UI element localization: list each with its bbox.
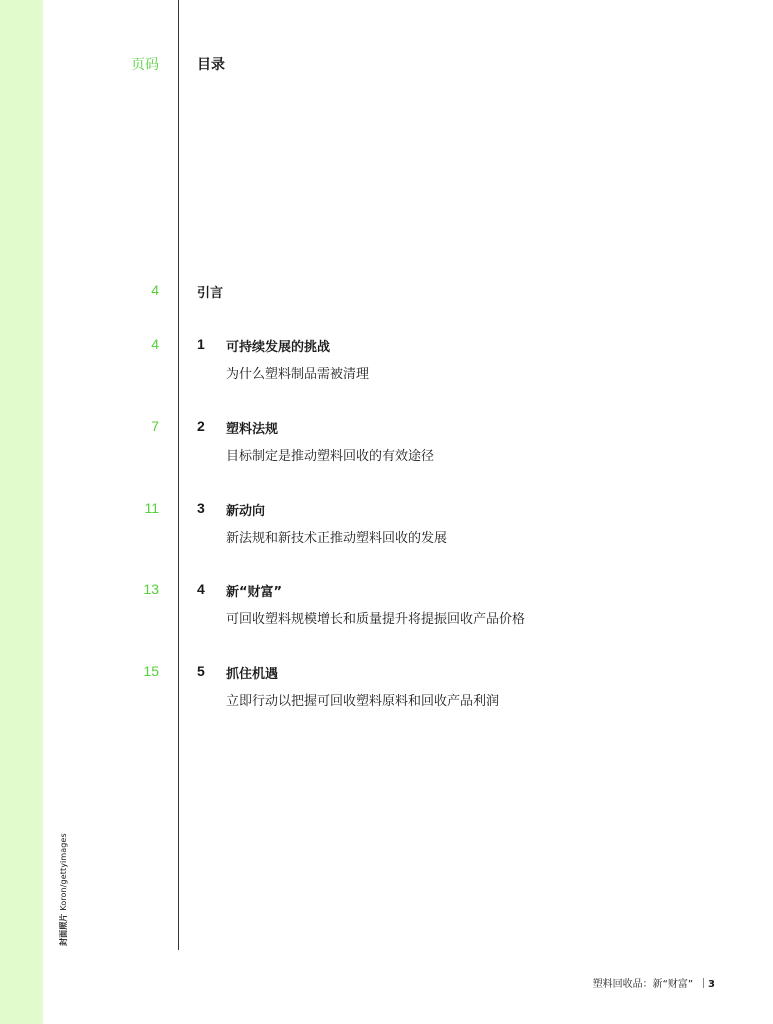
footer-title: 塑料回收品：新“财富” <box>592 979 694 990</box>
section-2-title[interactable]: 塑料法规 <box>226 422 279 437</box>
section-3-page-number[interactable]: 11 <box>144 500 159 516</box>
section-5-number: 5 <box>197 663 205 679</box>
footer-page-number: 3 <box>708 979 715 990</box>
section-1-title[interactable]: 可持续发展的挑战 <box>226 340 331 355</box>
section-5-title[interactable]: 抓住机遇 <box>226 667 279 682</box>
section-2-subtitle: 目标制定是推动塑料回收的有效途径 <box>226 449 435 464</box>
section-2-page-number[interactable]: 7 <box>151 418 159 434</box>
section-4-number: 4 <box>197 581 205 597</box>
intro-page-number[interactable]: 4 <box>151 282 159 298</box>
page-column-header: 页码 <box>131 57 159 73</box>
footer-separator <box>703 978 704 988</box>
section-1-number: 1 <box>197 336 205 352</box>
toc-header: 目录 <box>197 57 225 73</box>
section-4-page-number[interactable]: 13 <box>143 581 159 597</box>
photo-credit-label: 封面照片 <box>59 913 68 946</box>
photo-credit-text: Koron/gettyimages <box>59 833 68 911</box>
section-3-number: 3 <box>197 500 205 516</box>
section-3-title[interactable]: 新动向 <box>226 504 266 519</box>
section-5-subtitle: 立即行动以把握可回收塑料原料和回收产品利润 <box>226 694 500 709</box>
page-footer <box>593 975 715 990</box>
photo-credit <box>58 833 69 946</box>
section-4-title[interactable]: 新“财富” <box>226 585 283 600</box>
intro-title[interactable]: 引言 <box>197 286 224 301</box>
divider-line <box>178 0 179 950</box>
section-3-subtitle: 新法规和新技术正推动塑料回收的发展 <box>226 531 448 546</box>
section-5-page-number[interactable]: 15 <box>143 663 159 679</box>
section-4-subtitle: 可回收塑料规模增长和质量提升将提振回收产品价格 <box>226 612 526 627</box>
side-strip <box>0 0 43 1024</box>
section-1-subtitle: 为什么塑料制品需被清理 <box>226 367 370 382</box>
section-2-number: 2 <box>197 418 205 434</box>
section-1-page-number[interactable]: 4 <box>151 336 159 352</box>
